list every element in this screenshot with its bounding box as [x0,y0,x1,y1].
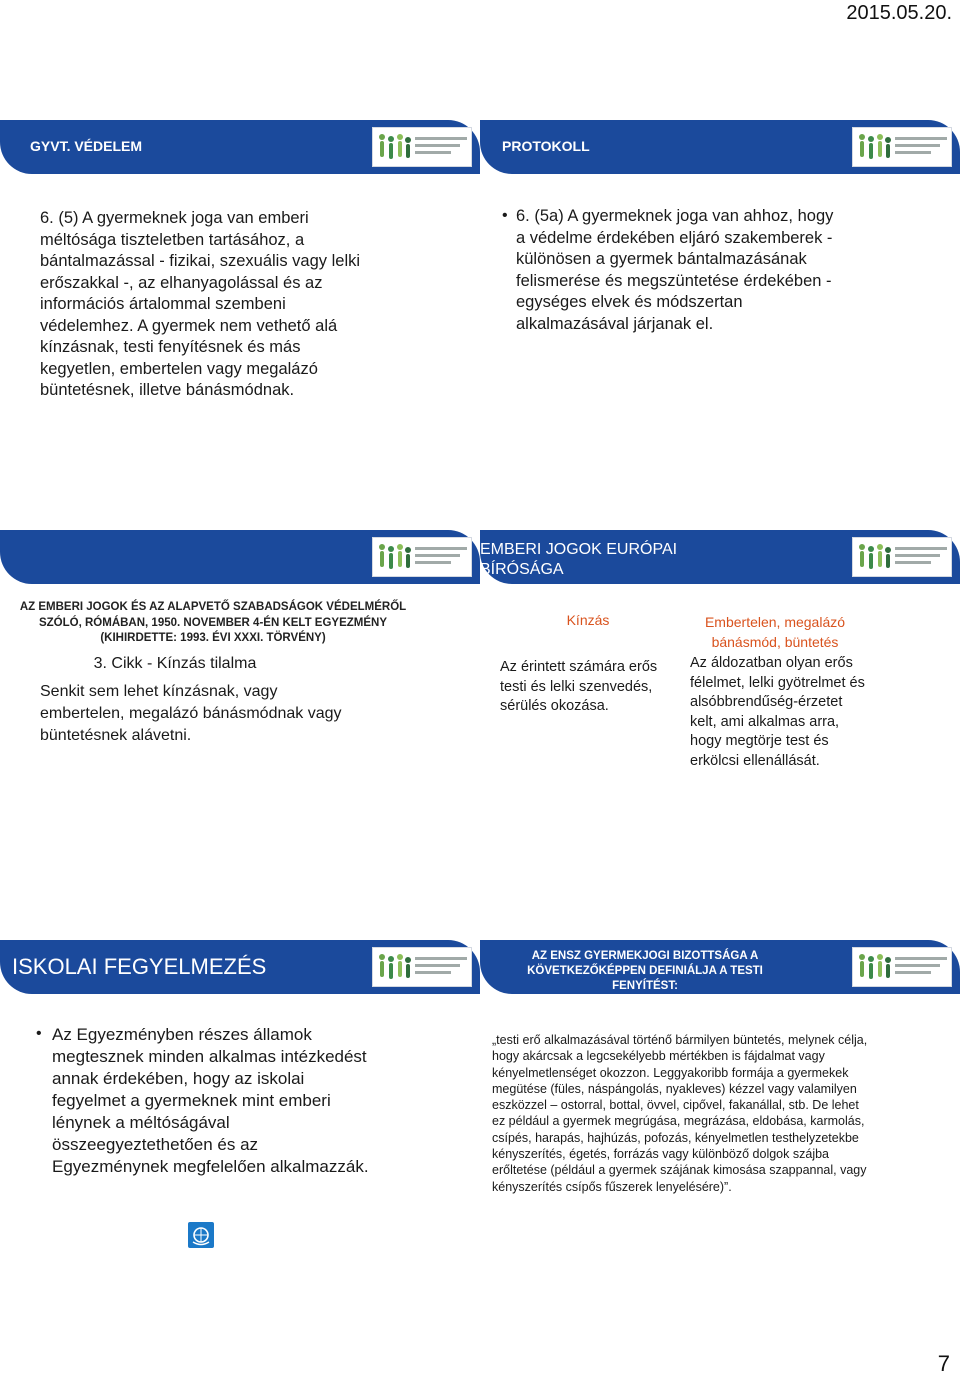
slide-ensz-bizottsag [480,940,960,1260]
slide-header [0,120,480,174]
slide-title: PROTOKOLL [502,138,590,154]
logo-figures-icon [376,131,414,163]
logo-figures-icon [376,951,414,983]
organization-logo [852,947,952,987]
slide-protokoll [480,120,960,450]
slide-title: EMBERI JOGOK EURÓPAI BÍRÓSÁGA [480,541,678,578]
slide-body: „testi erő alkalmazásával történő bármilyen büntetés, melynek célja, hogy akárcsak a legcsekélyebb mértékben is fájdalmat vagy kényelmetlenséget okozzon. Leggyakoribb formája a gyermekek megütése (füles, náspángolás, nyakleves) kézzel vagy valamilyen eszközzel – ostorral, bottal, övvel, cipővel, fakanállal, stb. De lehet ez például a gyermek megrúgása, megrázása, eldobása, karmolás, csípés, harapás, hajhúzás, pofozás, kényelmetlen testhelyzetekbe kényszerítés, égetés, forrázás vagy különböző dolgok szájba erőltetése (például a gyermek szájának kimosása szappannal, vagy kényszerítés csípős fűszerek lenyelésére)”. [492,1033,868,1194]
slide-ejeb [480,530,960,860]
slide-header [0,530,480,584]
column-heading-embertelen: Embertelen, megalázó bánásmód, büntetés [704,614,846,650]
column-heading-kinzas: Kínzás [566,612,610,628]
slide-egyezmeny [0,530,480,860]
slide-header [480,940,960,994]
convention-heading: AZ EMBERI JOGOK ÉS AZ ALAPVETŐ SZABADSÁGOK VÉDELMÉRŐL SZÓLÓ, RÓMÁBAN, 1950. NOVEMBER 4-ÉN KELT EGYEZMÉNY (KIHIRDETTE: 1993. ÉVI XXXI. TÖRVÉNY) [19,601,407,644]
column-body-kinzas: Az érintett számára erős testi és lelki szenvedés, sérülés okozása. [500,659,658,714]
slide-title: GYVT. VÉDELEM [30,138,143,154]
logo-figures-icon [856,541,894,573]
article-title: 3. Cikk - Kínzás tilalma [93,655,257,672]
logo-figures-icon [856,951,894,983]
organization-logo [372,947,472,987]
slide-body: Az Egyezményben részes államok megtesznek minden alkalmas intézkedést annak érdekében, hogy az iskolai fegyelmet a gyermeknek mint emberi lénynek a méltóságával összeegyeztethetően és az Egyezménynek megfelelően alkalmazzák. [52,1025,369,1176]
un-emblem-icon [188,1222,214,1248]
slide-header [480,120,960,174]
column-body-embertelen: Az áldozatban olyan erős félelmet, lelki gyötrelmet és alsóbbrendűség-érzetet kelt, ami alkalmas arra, hogy megtörje test és erkölcsi ellenállását. [690,655,865,769]
organization-logo [852,127,952,167]
slide-body: Senkit sem lehet kínzásnak, vagy embertelen, megalázó bánásmódnak vagy büntetésnek alávetni. [40,683,342,744]
slide-body: 6. (5a) A gyermeknek joga van ahhoz, hogy a védelme érdekében eljáró szakemberek - különösen a gyermek bántalmazásának felismerése és megszüntetése érdekében - egységes elvek és módszertan alkalmazásával járjanak el. [516,207,834,333]
logo-figures-icon [376,541,414,573]
organization-logo [372,127,472,167]
slide-body: 6. (5) A gyermeknek joga van emberi méltósága tiszteletben tartásához, a bántalmazással - fizikai, szexuális vagy lelki erőszakkal -, az elhanyagolással és az információs ártalommal szembeni védelemhez. A gyermek nem vethető alá kínzásnak, testi fenyítésnek és más kegyetlen, embertelen vagy megalázó büntetésnek, illetve bánásmódnak. [40,209,361,399]
organization-logo [372,537,472,577]
slide-gyvt-vedelem [0,120,480,450]
bullet-marker: • [502,207,508,224]
slide-title: ISKOLAI FEGYELMEZÉS [12,954,267,979]
organization-logo [852,537,952,577]
slide-header [0,940,480,994]
page-date: 2015.05.20. [846,2,952,24]
slide-title: AZ ENSZ GYERMEKJOGI BIZOTTSÁGA A KÖVETKEZŐKÉPPEN DEFINIÁLJA A TESTI FENYÍTÉST: [527,950,763,992]
page-number: 7 [937,1351,950,1376]
slide-iskolai-fegyelmezes [0,940,480,1260]
bullet-marker: • [36,1025,42,1042]
logo-figures-icon [856,131,894,163]
slide-header [480,530,960,584]
